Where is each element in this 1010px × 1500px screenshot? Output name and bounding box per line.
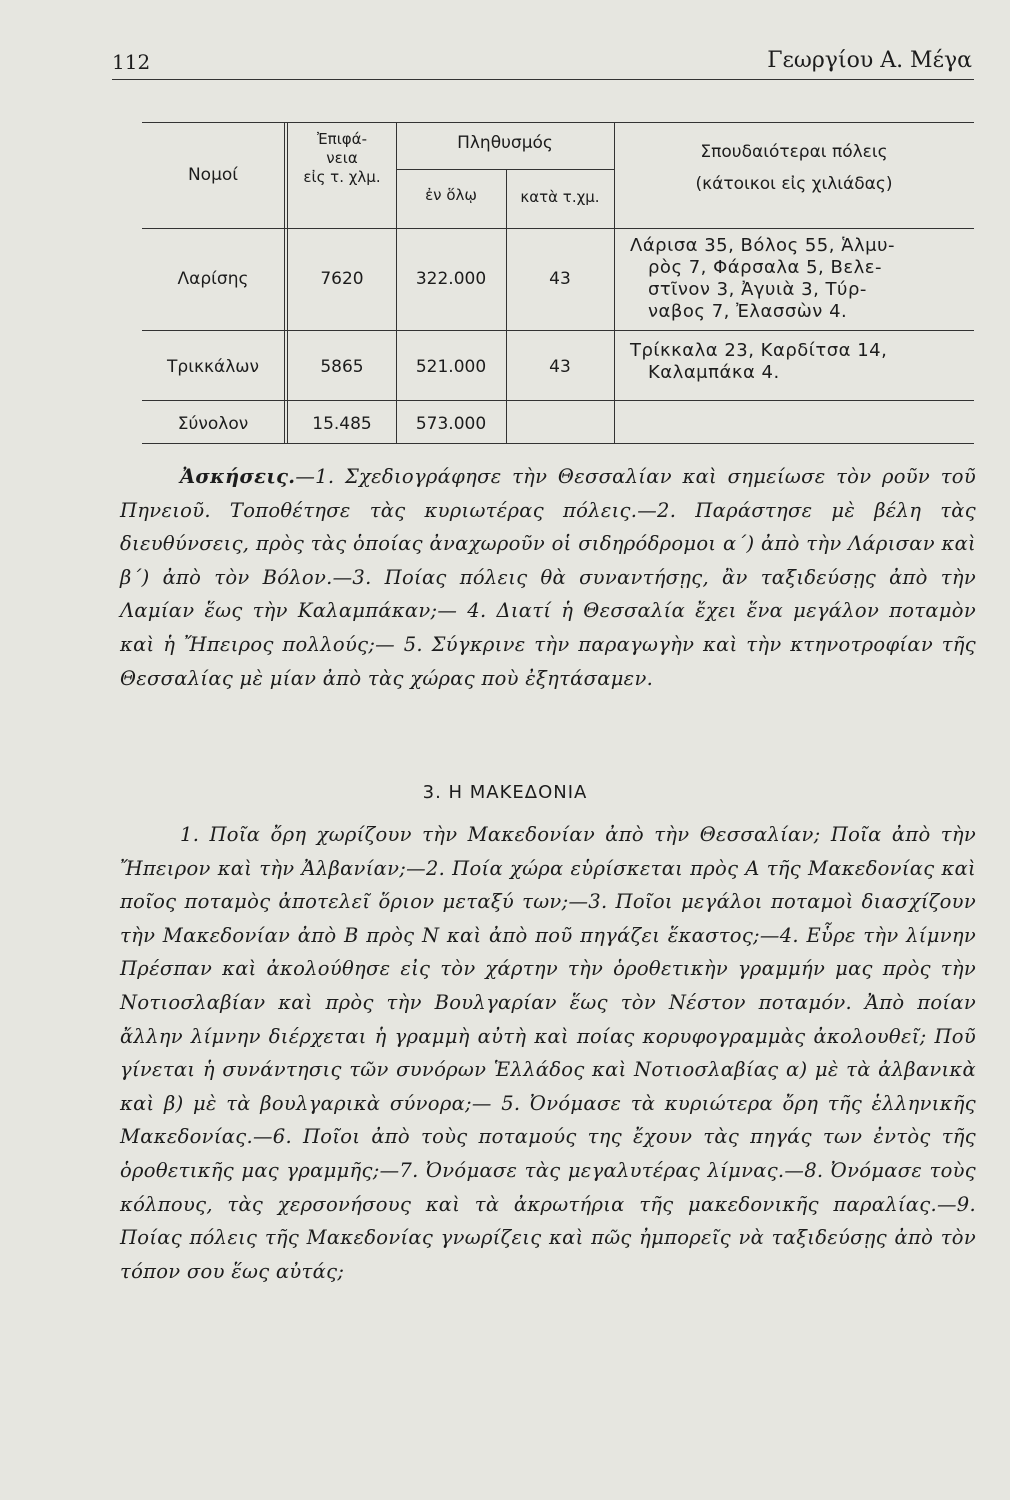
header-en-olo: ἐν ὅλῳ bbox=[425, 186, 477, 204]
total-label: Σύνολον bbox=[177, 414, 249, 434]
row-divider-rule bbox=[142, 330, 974, 331]
total-epifaneia: 15.485 bbox=[312, 414, 372, 434]
header-poleis-line: Σπουδαιότεραι πόλεις bbox=[700, 142, 888, 162]
row-epifaneia: 7620 bbox=[320, 269, 364, 289]
section-paragraph: 1. Ποῖα ὄρη χωρίζουν τὴν Μακεδονίαν ἀπὸ τὴν Θεσσαλίαν; Ποῖα ἀπὸ τὴν Ἤπειρον καὶ τὴν Ἀλβανίαν;—2. Ποία χώρα εὑρίσκεται πρὸς Α τῆς Μακεδονίας καὶ ποῖος ποταμὸς ἀποτελεῖ ὅριον μεταξύ των;—3. Ποῖοι μεγάλοι ποταμοὶ διασχίζουν τὴν Μακεδονίαν ἀπὸ Β πρὸς Ν καὶ ἀπὸ ποῦ πηγάζει ἕκαστος;—4. Εὗρε τὴν λίμνην Πρέσπαν καὶ ἀκολούθησε εἰς τὸν χάρτην τὴν ὁροθετικὴν γραμμήν μας πρὸς τὴν Νοτιοσλαβίαν καὶ πρὸς τὴν Βουλγαρίαν ἕως τὸν Νέστον ποταμόν. Ἀπὸ ποίαν ἄλλην λίμνην διέρχεται ἡ γραμμὴ αὐτὴ καὶ ποίας κορυφογραμμὰς ἀκολουθεῖ; Ποῦ γίνεται ἡ συνάντησις τῶν συνόρων Ἑλλάδος καὶ Νοτιοσλαβίας α) μὲ τὰ ἀλβανικὰ καὶ β) μὲ τὰ βουλγαρικὰ σύνορα;— 5. Ὀνόμασε τὰ κυριώτερα ὄρη τῆς ἑλληνικῆς Μακεδονίας.—6. Ποῖοι ἀπὸ τοὺς ποταμούς της ἔχουν τὰς πηγάς των ἐντὸς τῆς ὁροθετικῆς μας γραμμῆς;—7. Ὀνόμασε τὰς μεγαλυτέρας λίμνας.—8. Ὀνόμασε τοὺς κόλπους, τὰς χερσονήσους καὶ τὰ ἀκρωτήρια τῆς μακεδονικῆς παραλίας.—9. Ποίας πόλεις τῆς Μακεδονίας γνωρίζεις καὶ πῶς ἠμπορεῖς νὰ ταξιδεύσῃς ἀπὸ τὸν τόπον σου ἕως αὐτάς; bbox=[120, 823, 976, 1283]
section-block bbox=[120, 818, 976, 1288]
total-en-olo: 573.000 bbox=[415, 414, 487, 434]
row-kata-tchm: 43 bbox=[549, 357, 571, 377]
header-epifaneia bbox=[288, 130, 396, 186]
exercises-label: Ἀσκήσεις. bbox=[180, 465, 296, 488]
total-top-rule bbox=[142, 400, 974, 401]
statistics-table bbox=[142, 108, 974, 448]
poleis-line: Καλαμπάκα 4. bbox=[648, 362, 780, 383]
poleis-line: Τρίκκαλα 23, Καρδίτσα 14, bbox=[630, 340, 888, 361]
row-kata-tchm: 43 bbox=[549, 269, 571, 289]
row-poleis bbox=[630, 340, 974, 384]
header-poleis bbox=[614, 136, 974, 201]
header-nomoi: Νομοί bbox=[187, 165, 239, 185]
row-en-olo: 521.000 bbox=[415, 357, 487, 377]
running-title: Γεωργίου Α. Μέγα bbox=[767, 48, 972, 73]
exercises-text: —1. Σχεδιογράφησε τὴν Θεσσαλίαν καὶ σημείωσε τὸν ροῦν τοῦ Πηνειοῦ. Τοποθέτησε τὰς κυριωτέρας πόλεις.—2. Παράστησε μὲ βέλη τὰς διευθύνσεις, πρὸς τὰς ὁποίας ἀναχωροῦν οἱ σιδηρόδρομοι α΄) ἀπὸ τὴν Λάρισαν καὶ β΄) ἀπὸ τὸν Βόλον.—3. Ποίας πόλεις θὰ συναντήσῃς, ἂν ταξιδεύσῃς ἀπὸ τὴν Λαμίαν ἕως τὴν Καλαμπάκαν;— 4. Διατί ἡ Θεσσαλία ἔχει ἕνα μεγάλον ποταμὸν καὶ ἡ Ἤπειρος πολλούς;— 5. Σύγκρινε τὴν παραγωγὴν καὶ τὴν κτηνοτροφίαν τῆς Θεσσαλίας μὲ μίαν ἀπὸ τὰς χώρας ποὺ ἐξητάσαμεν. bbox=[120, 465, 976, 690]
poleis-line: ρὸς 7, Φάρσαλα 5, Βελε- bbox=[648, 257, 882, 278]
section-title: 3. Η ΜΑΚΕΔΟΝΙΑ bbox=[422, 782, 588, 803]
exercises-block bbox=[120, 460, 976, 695]
row-poleis bbox=[630, 235, 974, 323]
exercises-paragraph bbox=[120, 460, 976, 695]
row-epifaneia: 5865 bbox=[320, 357, 364, 377]
population-subheader-rule bbox=[396, 169, 614, 170]
column-rule bbox=[284, 122, 285, 443]
header-plithysmos: Πληθυσμός bbox=[457, 133, 553, 153]
table-bottom-rule bbox=[142, 443, 974, 444]
header-rule bbox=[112, 79, 974, 80]
header-epifaneia-line: Ἐπιφά- bbox=[317, 130, 367, 148]
header-poleis-line: (κάτοικοι εἰς χιλιάδας) bbox=[695, 174, 893, 195]
row-nomos: Τρικκάλων bbox=[167, 357, 259, 377]
header-bottom-rule bbox=[142, 228, 974, 229]
poleis-line: ναβος 7, Ἐλασσὼν 4. bbox=[648, 301, 848, 322]
column-rule bbox=[506, 169, 507, 443]
row-en-olo: 322.000 bbox=[415, 269, 487, 289]
header-epifaneia-line: νεια bbox=[326, 148, 358, 167]
poleis-line: Λάρισα 35, Βόλος 55, Ἁλμυ- bbox=[630, 235, 896, 256]
page-number: 112 bbox=[112, 50, 151, 74]
poleis-line: στῖνον 3, Ἀγυιὰ 3, Τύρ- bbox=[648, 279, 867, 300]
table-top-rule bbox=[142, 122, 974, 123]
header-epifaneia-line: εἰς τ. χλμ. bbox=[303, 167, 381, 186]
row-nomos: Λαρίσης bbox=[177, 269, 249, 289]
header-kata-tchm: κατὰ τ.χμ. bbox=[520, 188, 600, 206]
